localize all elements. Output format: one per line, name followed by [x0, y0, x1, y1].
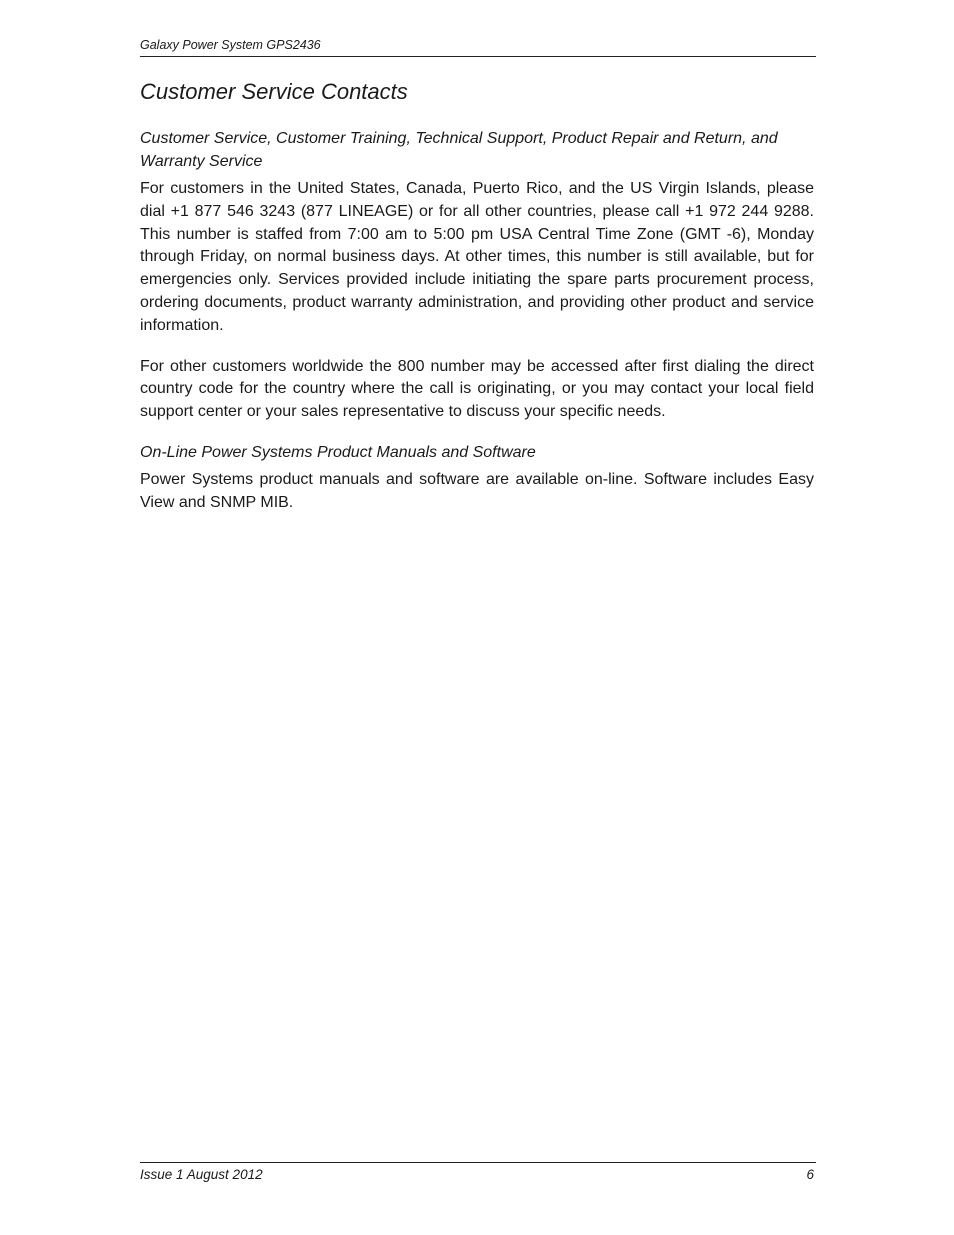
page-footer [140, 1162, 816, 1186]
footer-issue-date: Issue 1 August 2012 [140, 1167, 263, 1182]
paragraph-online-manuals: Power Systems product manuals and software are available on-line. Software includes Easy View and SNMP MIB. [140, 471, 814, 512]
footer-page-number: 6 [806, 1167, 814, 1182]
page-header [140, 36, 816, 57]
paragraph-worldwide-customers: For other customers worldwide the 800 number may be accessed after first dialing the direct country code for the country where the call is originating, or you may contact your local field support center or your sales representative to discuss your specific needs. [140, 357, 814, 421]
paragraph-contact-numbers: For customers in the United States, Canada, Puerto Rico, and the US Virgin Islands, please dial +1 877 546 3243 (877 LINEAGE) or for all other countries, please call +1 972 244 9288. This number is staffed from 7:00 am to 5:00 pm USA Central Time Zone (GMT -6), Monday through Friday, on normal business days. At other times, this number is still available, but for emergencies only. Services provided include initiating the spare parts procurement process, ordering documents, product warranty administration, and providing other product and service information. [140, 180, 814, 334]
page-content [140, 76, 814, 533]
section-heading-online-manuals: On-Line Power Systems Product Manuals and Software [140, 443, 536, 461]
document-title: Galaxy Power System GPS2436 [140, 38, 321, 52]
section-heading-customer-service: Customer Service, Customer Training, Technical Support, Product Repair and Return, and Warranty Service [140, 130, 778, 170]
page-heading: Customer Service Contacts [140, 79, 408, 104]
